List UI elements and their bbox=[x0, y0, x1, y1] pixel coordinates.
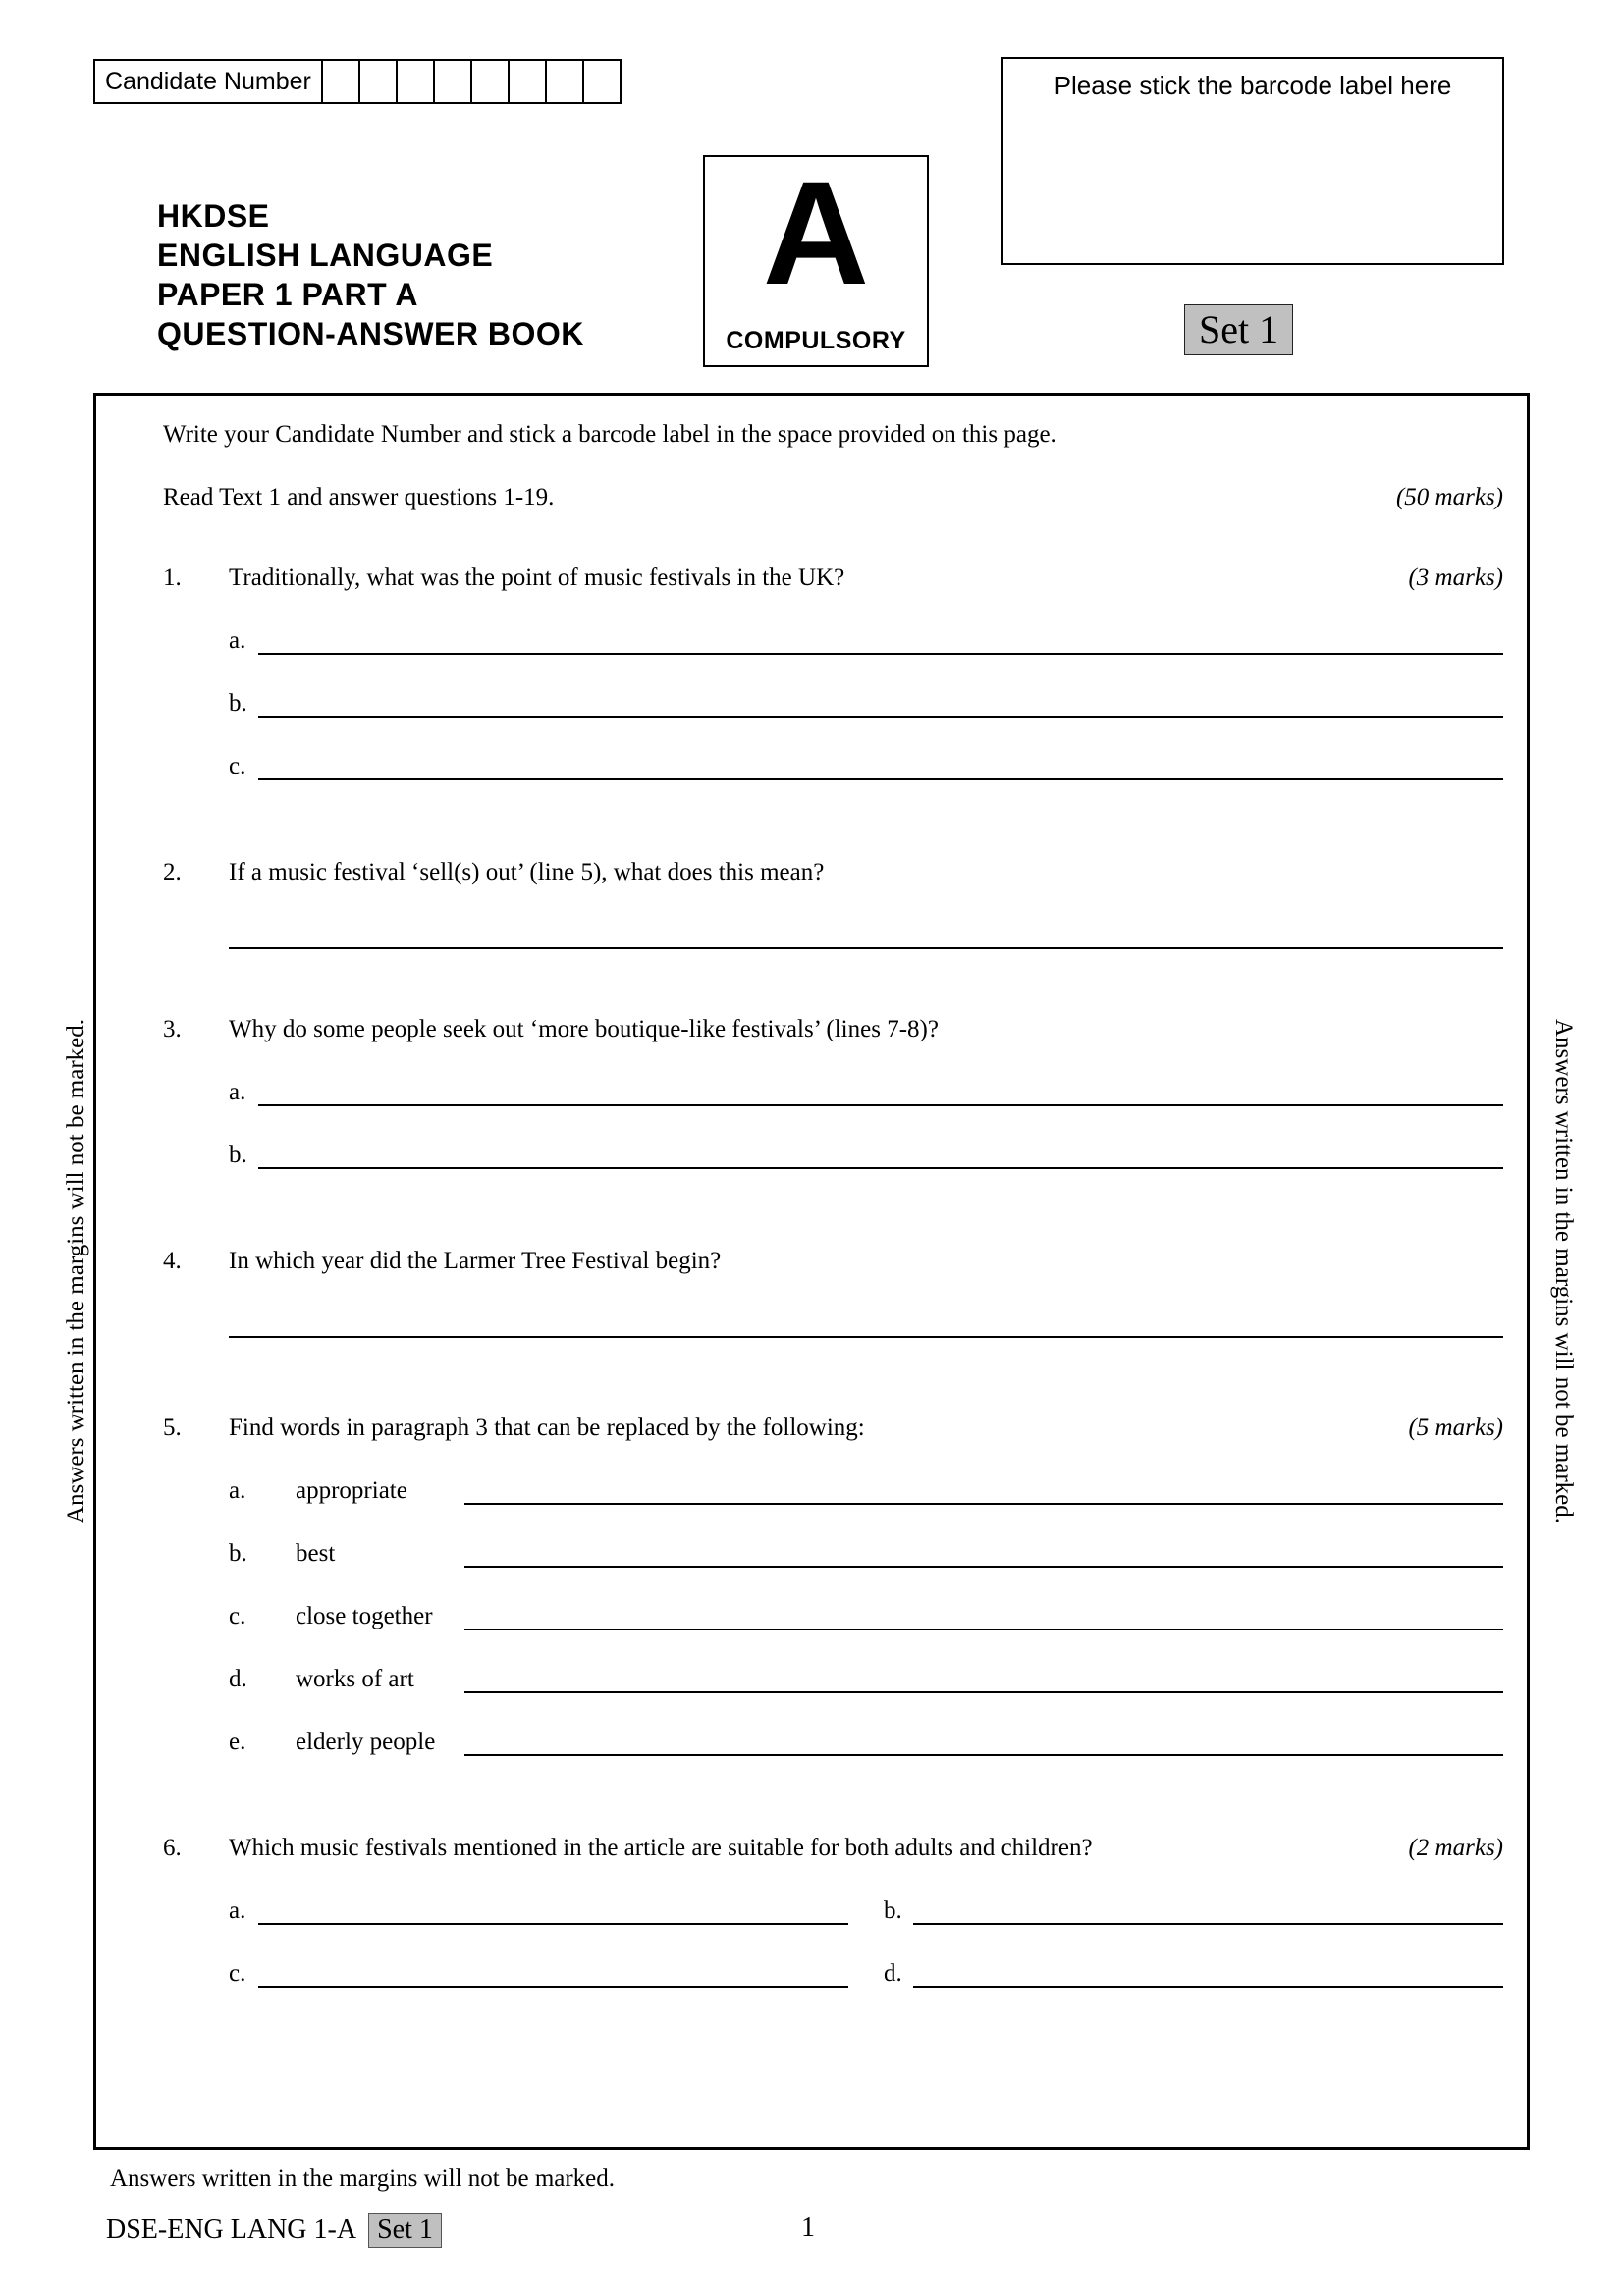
footer-set-badge: Set 1 bbox=[368, 2213, 442, 2248]
exam-title bbox=[157, 196, 584, 353]
question-4 bbox=[163, 1248, 1503, 1338]
answer-line[interactable] bbox=[464, 1691, 1503, 1693]
candidate-cell[interactable] bbox=[470, 59, 510, 104]
candidate-cell[interactable] bbox=[433, 59, 472, 104]
instruction-text: Read Text 1 and answer questions 1-19. bbox=[163, 484, 555, 510]
question-1 bbox=[163, 564, 1503, 780]
answer-letter: b. bbox=[884, 1897, 902, 1924]
candidate-cell[interactable] bbox=[508, 59, 547, 104]
question-text: In which year did the Larmer Tree Festival begin? bbox=[229, 1248, 722, 1274]
candidate-cell[interactable] bbox=[545, 59, 584, 104]
question-2 bbox=[163, 859, 1503, 949]
answer-line[interactable] bbox=[258, 1104, 1503, 1106]
candidate-cell[interactable] bbox=[321, 59, 360, 104]
question-text: Traditionally, what was the point of music festivals in the UK? bbox=[229, 564, 845, 591]
answer-line[interactable] bbox=[464, 1503, 1503, 1505]
answer-line[interactable] bbox=[258, 778, 1503, 780]
exam-title-line-4: QUESTION-ANSWER BOOK bbox=[157, 316, 584, 351]
word-label: appropriate bbox=[296, 1477, 407, 1504]
answer-letter: e. bbox=[229, 1729, 246, 1755]
answer-line[interactable] bbox=[258, 653, 1503, 655]
barcode-box bbox=[1001, 57, 1504, 265]
answer-line[interactable] bbox=[464, 1566, 1503, 1568]
barcode-instruction: Please stick the barcode label here bbox=[1054, 71, 1452, 100]
marks-label: (2 marks) bbox=[1408, 1835, 1503, 1861]
word-label: close together bbox=[296, 1603, 433, 1629]
word-label: works of art bbox=[296, 1666, 414, 1692]
candidate-cell[interactable] bbox=[358, 59, 398, 104]
answer-line[interactable] bbox=[229, 947, 1503, 949]
answer-letter: b. bbox=[229, 1142, 247, 1168]
answer-line[interactable] bbox=[258, 1986, 848, 1988]
page-number: 1 bbox=[801, 2213, 815, 2243]
footer-code: DSE-ENG LANG 1-A bbox=[106, 2215, 357, 2245]
answer-letter: b. bbox=[229, 1540, 247, 1567]
question-number: 1. bbox=[163, 564, 182, 591]
question-text: Why do some people seek out ‘more boutique-like festivals’ (lines 7-8)? bbox=[229, 1016, 939, 1042]
answer-letter: a. bbox=[229, 1477, 246, 1504]
answer-letter: a. bbox=[229, 1897, 246, 1924]
instruction-line-1 bbox=[163, 421, 1503, 449]
answer-letter: c. bbox=[229, 1603, 246, 1629]
answer-letter: b. bbox=[229, 690, 247, 717]
question-text: If a music festival ‘sell(s) out’ (line 5), what does this mean? bbox=[229, 859, 825, 885]
question-5 bbox=[163, 1415, 1503, 1756]
question-6 bbox=[163, 1835, 1503, 1988]
marks-label: (3 marks) bbox=[1408, 564, 1503, 591]
answer-line[interactable] bbox=[229, 1336, 1503, 1338]
word-label: elderly people bbox=[296, 1729, 436, 1755]
exam-title-line-3: PAPER 1 PART A bbox=[157, 277, 418, 312]
instruction-line-2 bbox=[163, 484, 1503, 511]
exam-title-line-2: ENGLISH LANGUAGE bbox=[157, 238, 494, 273]
candidate-cell[interactable] bbox=[582, 59, 622, 104]
answer-letter: d. bbox=[884, 1960, 902, 1987]
answer-line[interactable] bbox=[913, 1923, 1503, 1925]
candidate-cell[interactable] bbox=[396, 59, 435, 104]
question-answer-box bbox=[93, 393, 1530, 2150]
answer-line[interactable] bbox=[258, 716, 1503, 718]
paper-section-letter: A bbox=[762, 150, 870, 315]
answer-line[interactable] bbox=[258, 1923, 848, 1925]
question-number: 6. bbox=[163, 1835, 182, 1861]
compulsory-label: COMPULSORY bbox=[726, 327, 906, 354]
instruction-text: Write your Candidate Number and stick a barcode label in the space provided on this page. bbox=[163, 421, 1056, 448]
question-text: Find words in paragraph 3 that can be replaced by the following: bbox=[229, 1415, 865, 1441]
question-number: 5. bbox=[163, 1415, 182, 1441]
answer-line[interactable] bbox=[464, 1629, 1503, 1630]
marks-label: (50 marks) bbox=[1395, 484, 1503, 510]
question-number: 4. bbox=[163, 1248, 182, 1274]
margin-note-left: Answers written in the margins will not be marked. bbox=[63, 1018, 89, 1524]
answer-letter: c. bbox=[229, 1960, 246, 1987]
answer-letter: a. bbox=[229, 1079, 246, 1105]
candidate-number-section bbox=[93, 59, 622, 104]
question-number: 3. bbox=[163, 1016, 182, 1042]
answer-line[interactable] bbox=[913, 1986, 1503, 1988]
question-3 bbox=[163, 1016, 1503, 1169]
margin-note-bottom: Answers written in the margins will not be marked. bbox=[110, 2165, 616, 2192]
candidate-cells bbox=[323, 59, 622, 104]
answer-line[interactable] bbox=[258, 1167, 1503, 1169]
answer-line[interactable] bbox=[464, 1754, 1503, 1756]
answer-letter: a. bbox=[229, 627, 246, 654]
set-badge: Set 1 bbox=[1184, 304, 1293, 355]
marks-label: (5 marks) bbox=[1408, 1415, 1503, 1441]
margin-note-right: Answers written in the margins will not be marked. bbox=[1550, 1018, 1577, 1524]
question-text: Which music festivals mentioned in the article are suitable for both adults and children? bbox=[229, 1835, 1093, 1861]
paper-section-box bbox=[703, 150, 929, 367]
answer-letter: d. bbox=[229, 1666, 247, 1692]
answer-letter: c. bbox=[229, 753, 246, 779]
word-label: best bbox=[296, 1540, 336, 1567]
footer bbox=[106, 2213, 442, 2248]
candidate-number-label: Candidate Number bbox=[93, 59, 323, 104]
question-number: 2. bbox=[163, 859, 182, 885]
exam-title-line-1: HKDSE bbox=[157, 198, 270, 234]
